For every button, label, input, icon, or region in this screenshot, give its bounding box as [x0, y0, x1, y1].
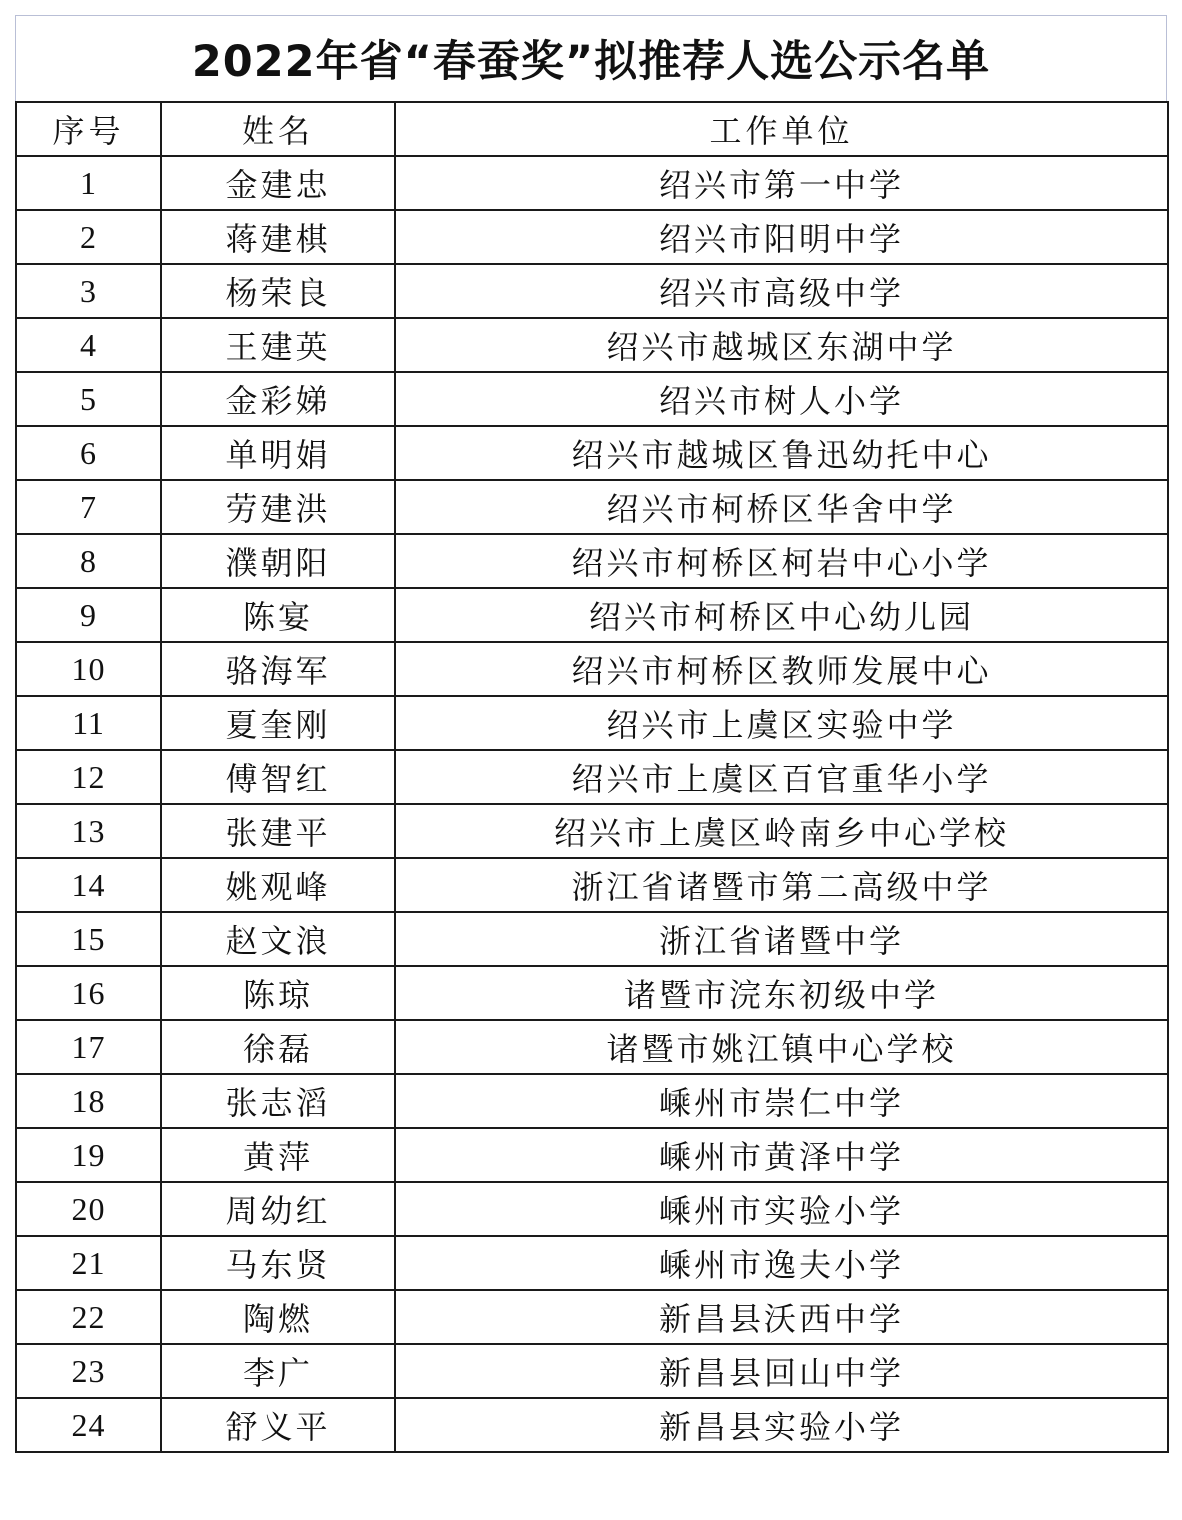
- table-row: [16, 696, 1168, 750]
- table-row: [16, 1128, 1168, 1182]
- row-index-cell: 13: [16, 804, 161, 858]
- row-index-cell: 6: [16, 426, 161, 480]
- row-index-cell: 4: [16, 318, 161, 372]
- table-row: [16, 1020, 1168, 1074]
- row-name-cell: 徐磊: [161, 1020, 395, 1074]
- row-name-cell: 陈琼: [161, 966, 395, 1020]
- table-row: [16, 210, 1168, 264]
- table-row: [16, 1398, 1168, 1452]
- row-unit-cell: 绍兴市阳明中学: [395, 210, 1168, 264]
- table-row: [16, 1344, 1168, 1398]
- row-name-cell: 傅智红: [161, 750, 395, 804]
- row-name-cell: 杨荣良: [161, 264, 395, 318]
- table-row: [16, 264, 1168, 318]
- row-index-cell: 24: [16, 1398, 161, 1452]
- header-unit: 工作单位: [395, 102, 1168, 156]
- row-index-cell: 3: [16, 264, 161, 318]
- row-index-cell: 7: [16, 480, 161, 534]
- row-name-cell: 骆海军: [161, 642, 395, 696]
- row-index-cell: 8: [16, 534, 161, 588]
- row-index-cell: 16: [16, 966, 161, 1020]
- row-unit-cell: 绍兴市柯桥区教师发展中心: [395, 642, 1168, 696]
- row-unit-cell: 浙江省诸暨市第二高级中学: [395, 858, 1168, 912]
- row-index-cell: 23: [16, 1344, 161, 1398]
- row-unit-cell: 绍兴市上虞区岭南乡中心学校: [395, 804, 1168, 858]
- row-index-cell: 12: [16, 750, 161, 804]
- row-name-cell: 濮朝阳: [161, 534, 395, 588]
- table-row: [16, 318, 1168, 372]
- row-unit-cell: 绍兴市上虞区实验中学: [395, 696, 1168, 750]
- row-name-cell: 姚观峰: [161, 858, 395, 912]
- table-row: [16, 966, 1168, 1020]
- document-sheet: [15, 15, 1167, 1453]
- row-index-cell: 17: [16, 1020, 161, 1074]
- row-name-cell: 赵文浪: [161, 912, 395, 966]
- document-title: 2022年省“春蚕奖”拟推荐人选公示名单: [191, 37, 991, 87]
- header-index: 序号: [16, 102, 161, 156]
- row-name-cell: 劳建洪: [161, 480, 395, 534]
- row-index-cell: 19: [16, 1128, 161, 1182]
- row-name-cell: 陈宴: [161, 588, 395, 642]
- row-unit-cell: 绍兴市高级中学: [395, 264, 1168, 318]
- row-unit-cell: 绍兴市柯桥区中心幼儿园: [395, 588, 1168, 642]
- row-name-cell: 金彩娣: [161, 372, 395, 426]
- title-row: [15, 15, 1167, 101]
- row-unit-cell: 嵊州市逸夫小学: [395, 1236, 1168, 1290]
- row-index-cell: 18: [16, 1074, 161, 1128]
- row-unit-cell: 新昌县实验小学: [395, 1398, 1168, 1452]
- nominee-table: [15, 101, 1169, 1453]
- table-row: [16, 1236, 1168, 1290]
- table-row: [16, 1074, 1168, 1128]
- row-unit-cell: 新昌县回山中学: [395, 1344, 1168, 1398]
- row-name-cell: 马东贤: [161, 1236, 395, 1290]
- row-unit-cell: 诸暨市浣东初级中学: [395, 966, 1168, 1020]
- table-row: [16, 912, 1168, 966]
- row-unit-cell: 浙江省诸暨中学: [395, 912, 1168, 966]
- row-name-cell: 黄萍: [161, 1128, 395, 1182]
- row-unit-cell: 绍兴市树人小学: [395, 372, 1168, 426]
- row-name-cell: 周幼红: [161, 1182, 395, 1236]
- table-header-row: [16, 102, 1168, 156]
- row-index-cell: 1: [16, 156, 161, 210]
- table-row: [16, 642, 1168, 696]
- row-index-cell: 20: [16, 1182, 161, 1236]
- header-name: 姓名: [161, 102, 395, 156]
- row-unit-cell: 嵊州市崇仁中学: [395, 1074, 1168, 1128]
- table-row: [16, 1182, 1168, 1236]
- table-body: [16, 156, 1168, 1452]
- row-index-cell: 11: [16, 696, 161, 750]
- row-unit-cell: 新昌县沃西中学: [395, 1290, 1168, 1344]
- row-name-cell: 张志滔: [161, 1074, 395, 1128]
- row-unit-cell: 绍兴市柯桥区柯岩中心小学: [395, 534, 1168, 588]
- row-unit-cell: 绍兴市越城区东湖中学: [395, 318, 1168, 372]
- table-row: [16, 1290, 1168, 1344]
- row-name-cell: 单明娟: [161, 426, 395, 480]
- row-unit-cell: 绍兴市第一中学: [395, 156, 1168, 210]
- row-unit-cell: 诸暨市姚江镇中心学校: [395, 1020, 1168, 1074]
- row-index-cell: 22: [16, 1290, 161, 1344]
- table-row: [16, 480, 1168, 534]
- table-row: [16, 588, 1168, 642]
- row-name-cell: 夏奎刚: [161, 696, 395, 750]
- row-unit-cell: 嵊州市黄泽中学: [395, 1128, 1168, 1182]
- row-name-cell: 蒋建棋: [161, 210, 395, 264]
- row-unit-cell: 绍兴市越城区鲁迅幼托中心: [395, 426, 1168, 480]
- row-name-cell: 舒义平: [161, 1398, 395, 1452]
- row-index-cell: 14: [16, 858, 161, 912]
- row-index-cell: 9: [16, 588, 161, 642]
- row-name-cell: 陶燃: [161, 1290, 395, 1344]
- row-name-cell: 李广: [161, 1344, 395, 1398]
- row-name-cell: 张建平: [161, 804, 395, 858]
- row-unit-cell: 绍兴市柯桥区华舍中学: [395, 480, 1168, 534]
- row-unit-cell: 嵊州市实验小学: [395, 1182, 1168, 1236]
- table-row: [16, 804, 1168, 858]
- table-row: [16, 156, 1168, 210]
- row-index-cell: 15: [16, 912, 161, 966]
- row-unit-cell: 绍兴市上虞区百官重华小学: [395, 750, 1168, 804]
- table-row: [16, 534, 1168, 588]
- row-index-cell: 10: [16, 642, 161, 696]
- table-row: [16, 426, 1168, 480]
- row-index-cell: 21: [16, 1236, 161, 1290]
- table-row: [16, 858, 1168, 912]
- row-index-cell: 5: [16, 372, 161, 426]
- row-name-cell: 王建英: [161, 318, 395, 372]
- row-name-cell: 金建忠: [161, 156, 395, 210]
- row-index-cell: 2: [16, 210, 161, 264]
- table-row: [16, 750, 1168, 804]
- table-row: [16, 372, 1168, 426]
